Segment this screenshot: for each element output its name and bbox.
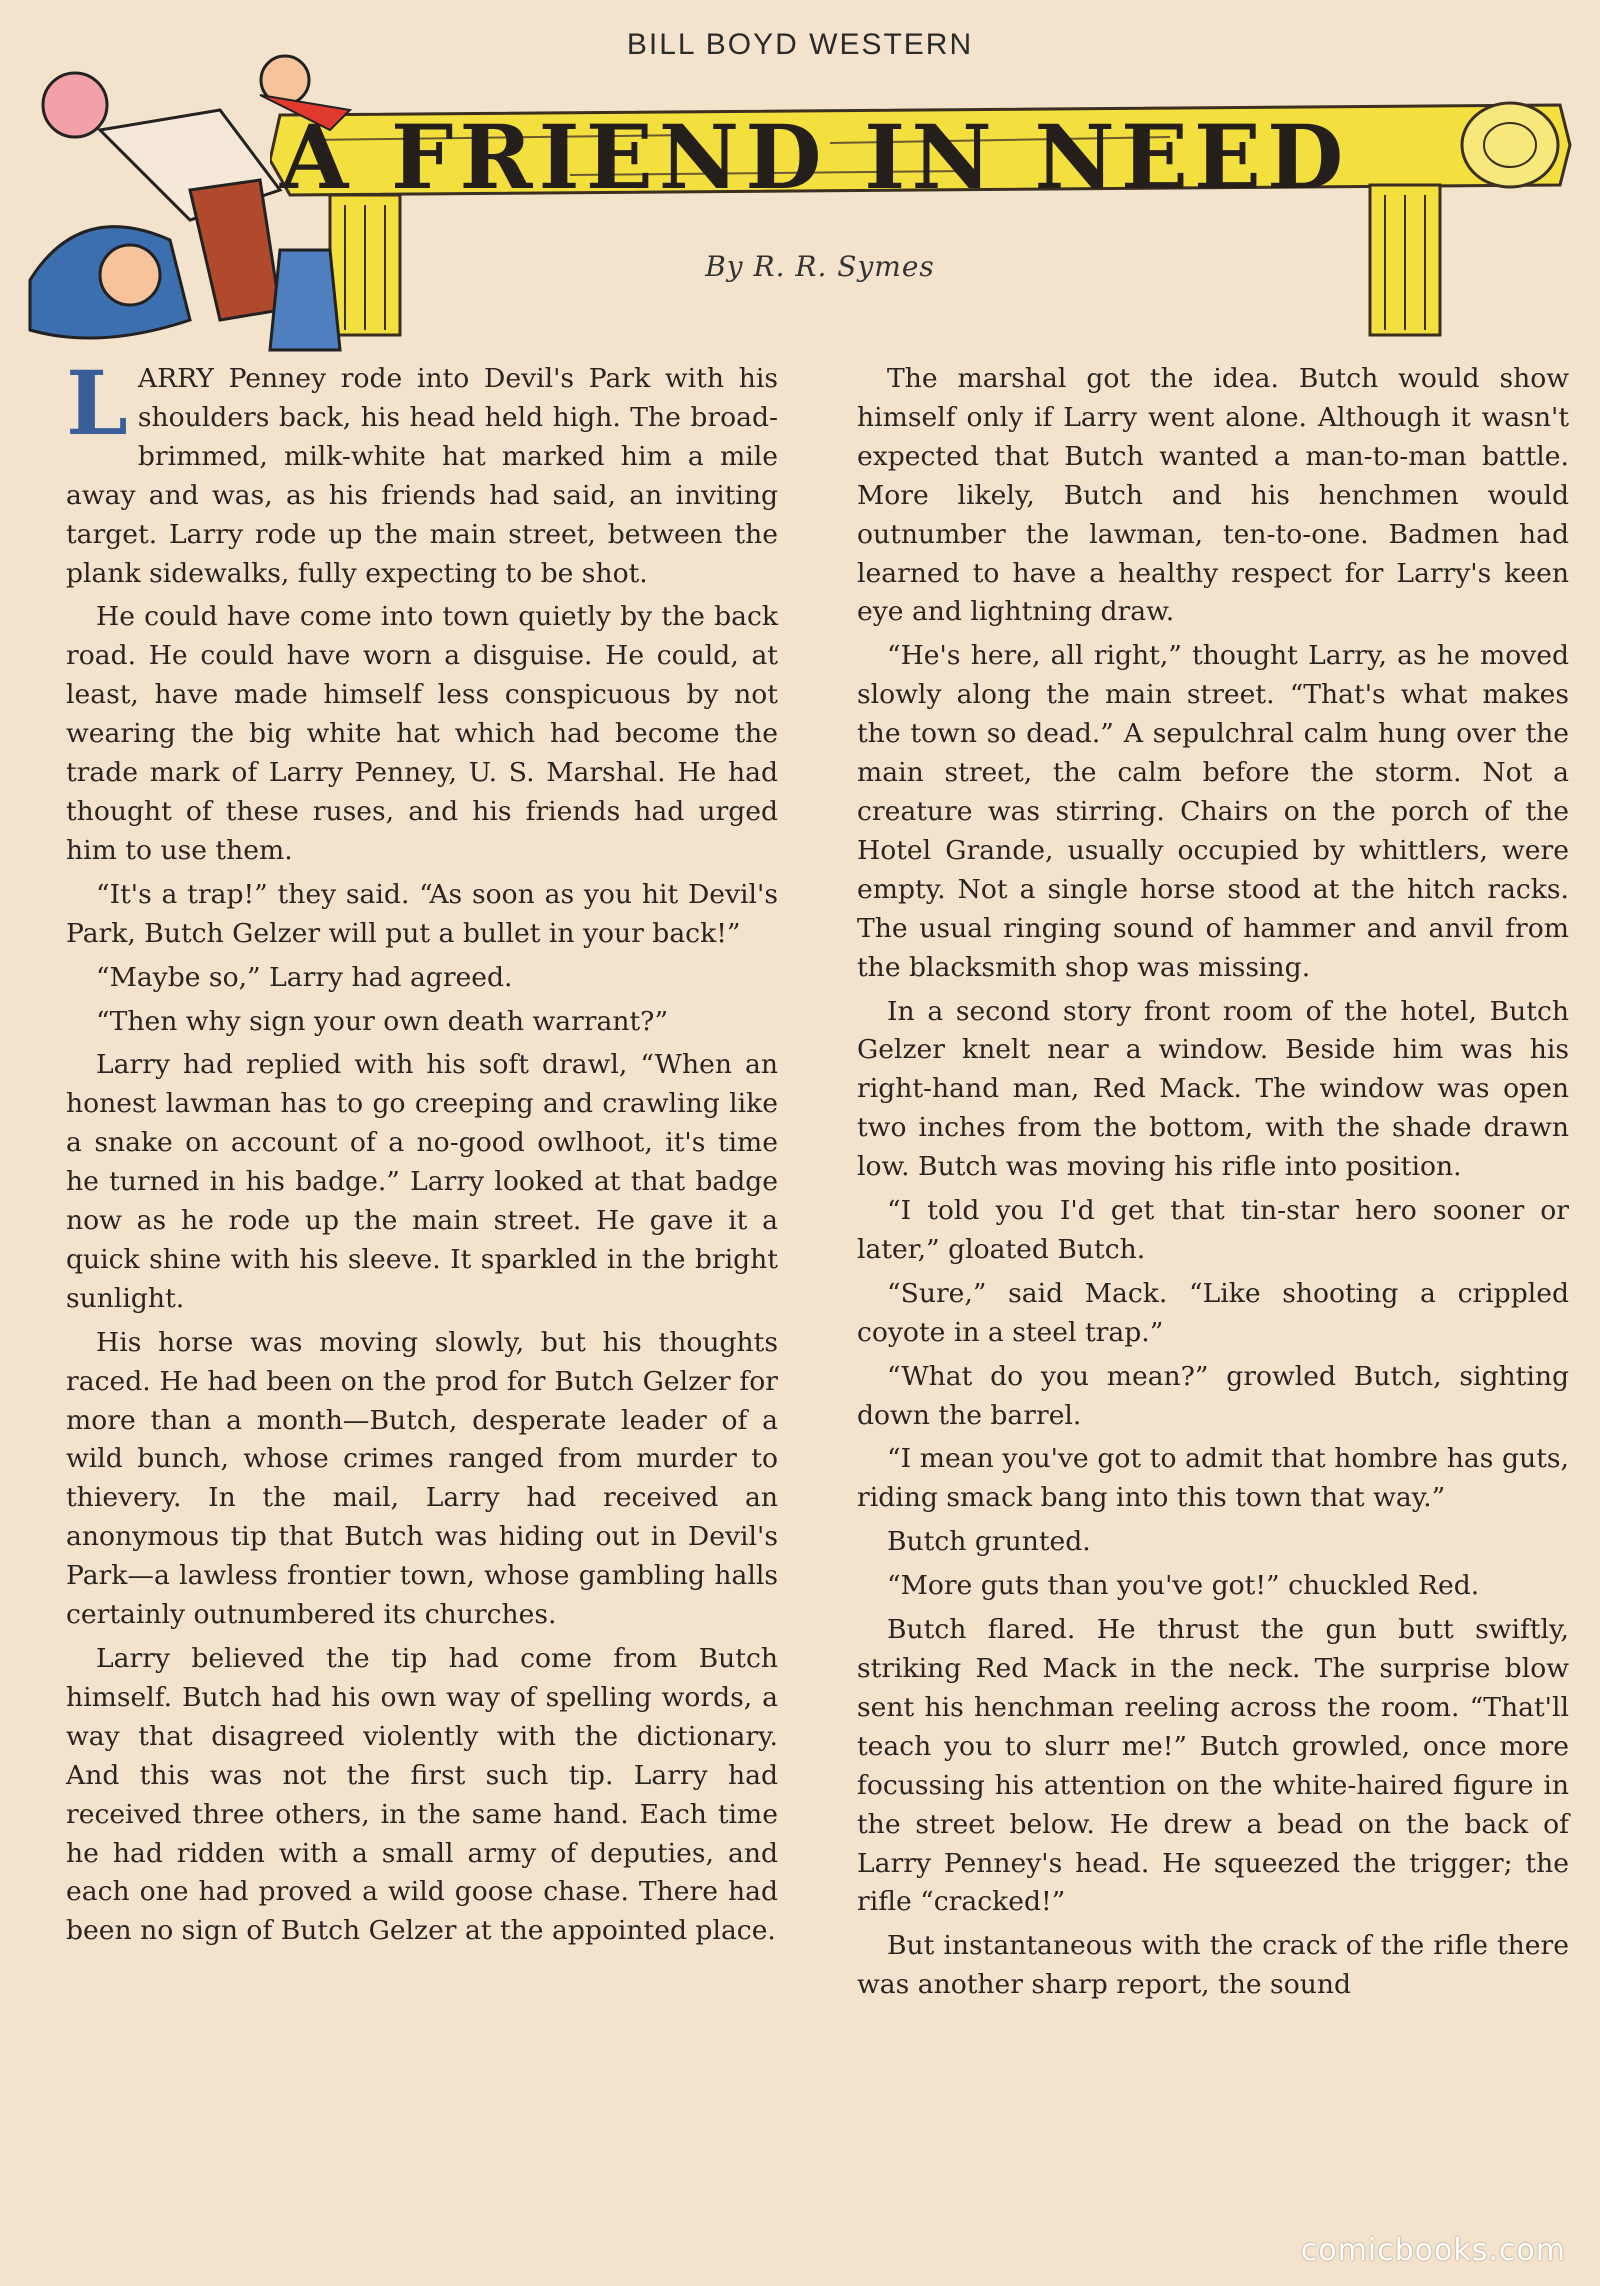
story-title: A FRIEND IN NEED [280,105,1350,209]
paragraph: The marshal got the idea. Butch would show himself only if Larry went alone. Although it wasn't expected that Butch wanted a man-to-man battle. More likely, Butch and his henchmen would outnumber the lawman, ten-to-one. Badmen had learned to have a healthy respect for Larry's keen eye and lightning draw. [857,363,1569,628]
paragraph: “Sure,” said Mack. “Like shooting a crippled coyote in a steel trap.” [857,1277,1569,1348]
paragraph: “Maybe so,” Larry had agreed. [96,961,513,993]
cartoon-figures-illustration-icon [20,50,440,370]
paragraph: “More guts than you've got!” chuckled Red. [887,1570,1480,1602]
running-header: BILL BOYD WESTERN [626,28,974,61]
story-column-right [857,360,1569,2010]
paragraph: In a second story front room of the hotel, Butch Gelzer knelt near a window. Beside him was his right-hand man, Red Mack. The window was open two inches from the bottom, with the shade drawn low. Butch was moving his rifle into position. [857,995,1569,1183]
paragraph: But instantaneous with the crack of the rifle there was another sharp report, the sound [857,1930,1569,2001]
paragraph: Larry believed the tip had come from Butch himself. Butch had his own way of spelling words, a way that disagreed violently with the dictionary. And this was not the first such tip. Larry had received three others, in the same hand. Each time he had ridden with a small army of deputies, and each one had proved a wild goose chase. There had been no sign of Butch Gelzer at the appointed place. [66,1643,778,1947]
paragraph: His horse was moving slowly, but his thoughts raced. He had been on the prod for Butch Gelzer for more than a month—Butch, desperate leader of a wild bunch, whose crimes ranged from murder to thievery. In the mail, Larry had received an anonymous tip that Butch was hiding out in Devil's Park—a lawless frontier town, whose gambling halls certainly outnumbered its churches. [66,1326,778,1631]
story-column-left [66,351,778,1956]
paragraph: Larry had replied with his soft drawl, “When an honest lawman has to go creeping and crawling like a snake on account of a no-good owlhoot, it's time he turned in his badge.” Larry looked at that badge now as he rode up the main street. He gave it a quick shine with his sleeve. It sparkled in the bright sunlight. [66,1049,778,1314]
paragraph: LARRY Penney rode into Devil's Park with his shoulders back, his head held high. The broad-brimmed, milk-white hat marked him a mile away and was, as his friends had said, an inviting target. Larry rode up the main street, between the plank sidewalks, fully expecting to be shot. [66,351,778,589]
byline: By R. R. Symes [705,250,935,283]
paragraph: “It's a trap!” they said. “As soon as you hit Devil's Park, Butch Gelzer will put a bullet in your back!” [66,878,778,949]
paragraph: “Then why sign your own death warrant?” [96,1005,669,1037]
site-watermark: comicbooks.com [1300,2233,1566,2268]
drop-cap: L [66,351,128,455]
paragraph: “I mean you've got to admit that hombre has guts, riding smack bang into this town that way.” [857,1443,1569,1514]
paragraph: “I told you I'd get that tin-star hero sooner or later,” gloated Butch. [857,1195,1569,1265]
paragraph: He could have come into town quietly by the back road. He could have worn a disguise. He could, at least, have made himself less conspicuous by not wearing the big white hat which had become the trade mark of Larry Penney, U. S. Marshal. He had thought of these ruses, and his friends had urged him to use them. [66,601,778,866]
paragraph: Butch flared. He thrust the gun butt swiftly, striking Red Mack in the neck. The surprise blow sent his henchman reeling across the room. “That'll teach you to slurr me!” Butch growled, once more focussing his attention on the white-haired figure in the street below. He drew a bead on the back of Larry Penney's head. He squeezed the trigger; the rifle “cracked!” [857,1614,1569,1918]
paragraph: “What do you mean?” growled Butch, sighting down the barrel. [857,1360,1569,1431]
paragraph: Butch grunted. [887,1526,1091,1558]
paragraph: “He's here, all right,” thought Larry, as he moved slowly along the main street. “That's what makes the town so dead.” A sepulchral calm hung over the main street, the calm before the storm. Not a creature was stirring. Chairs on the porch of the Hotel Grande, usually occupied by whittlers, were empty. Not a single horse stood at the hitch racks. The usual ringing sound of hammer and anvil from the blacksmith shop was missing. [857,640,1569,983]
